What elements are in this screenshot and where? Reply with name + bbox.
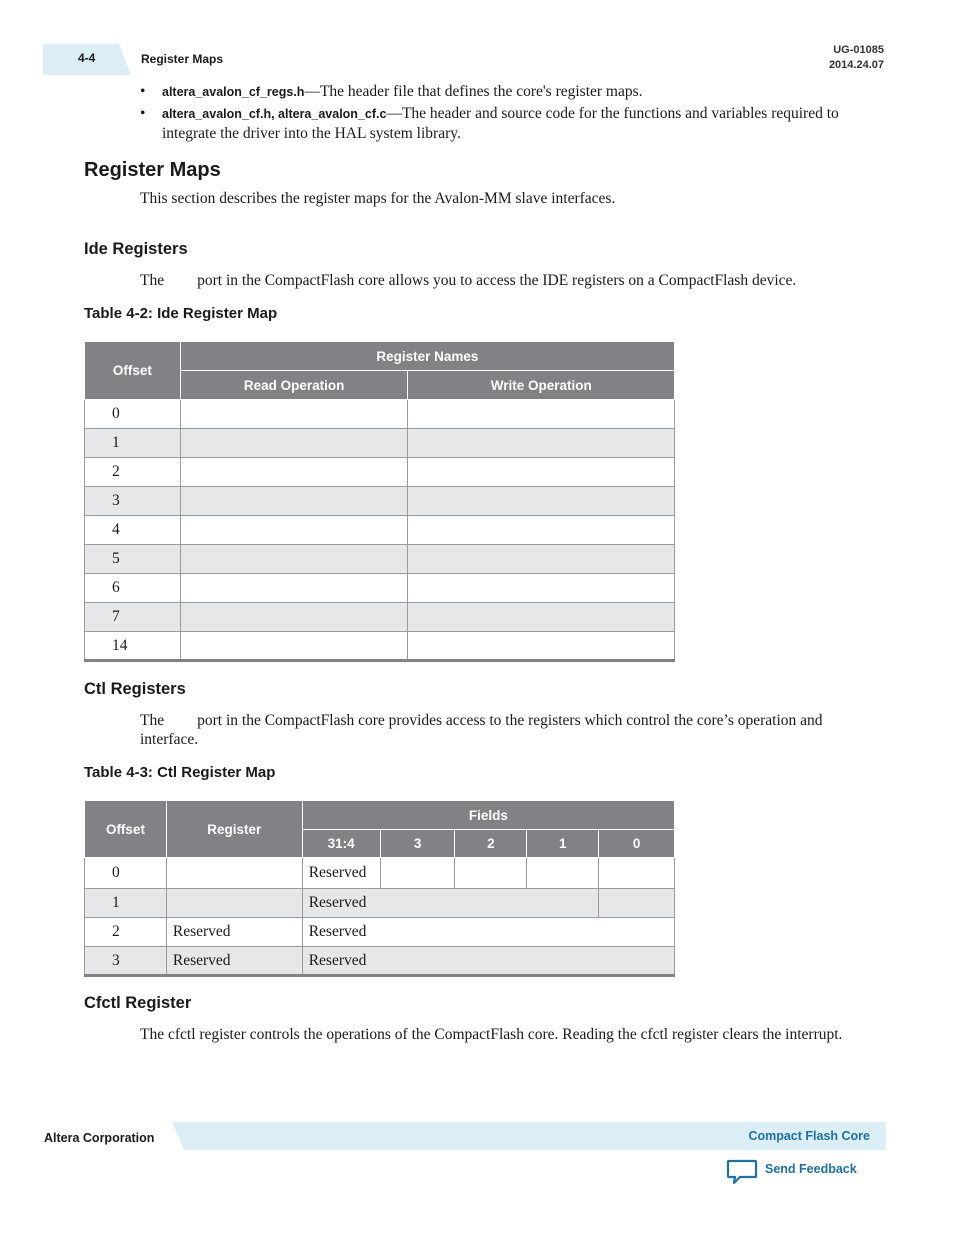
- col-offset: Offset: [85, 801, 167, 858]
- ide-text-before: The: [140, 272, 165, 289]
- write-cell: [408, 632, 675, 661]
- col-register-names: Register Names: [180, 342, 674, 371]
- ide-table-caption: Table 4-2: Ide Register Map: [84, 305, 278, 322]
- section-intro: This section describes the register maps for the Avalon-MM slave interfaces.: [140, 190, 616, 207]
- write-cell: [408, 545, 675, 574]
- page-number: 4-4: [78, 51, 96, 65]
- ide-text-after: port in the CompactFlash core allows you to access the IDE registers on a CompactFlash device.: [197, 272, 797, 289]
- col-field-2: 2: [455, 830, 527, 858]
- table-row: [85, 603, 675, 632]
- table-row: [85, 889, 675, 918]
- offset-cell: 1: [85, 889, 167, 918]
- register-cell: Reserved: [166, 947, 302, 976]
- table-row: [85, 574, 675, 603]
- file-list: [140, 82, 840, 145]
- col-fields: Fields: [302, 801, 674, 830]
- table-row: [85, 458, 675, 487]
- doc-id: UG-01085: [833, 44, 884, 56]
- ctl-text-after: port in the CompactFlash core provides access to the registers which control the core’s operation and interface.: [140, 712, 823, 748]
- field-cell: Reserved: [302, 947, 674, 976]
- field-cell: Reserved: [302, 858, 380, 889]
- ctl-table-caption: Table 4-3: Ctl Register Map: [84, 764, 276, 781]
- table-row: [85, 947, 675, 976]
- ctl-description: [140, 711, 870, 749]
- table-row: [85, 400, 675, 429]
- register-cell: Reserved: [166, 918, 302, 947]
- doc-date: 2014.24.07: [828, 59, 884, 71]
- table-row: [85, 632, 675, 661]
- read-cell: [180, 429, 408, 458]
- table-row: [85, 516, 675, 545]
- bullet-icon: •: [140, 105, 146, 122]
- field-cell: [527, 858, 599, 889]
- field-cell: Reserved: [302, 918, 674, 947]
- table-row: [85, 429, 675, 458]
- write-cell: [408, 400, 675, 429]
- col-read-operation: Read Operation: [180, 371, 408, 400]
- table-row: [85, 545, 675, 574]
- register-cell: [166, 889, 302, 918]
- ide-register-table: [84, 341, 675, 662]
- bullet-icon: •: [140, 83, 146, 100]
- table-row: [85, 918, 675, 947]
- offset-cell: 7: [85, 603, 181, 632]
- ide-description: [140, 271, 870, 290]
- read-cell: [180, 632, 408, 661]
- footer-doc-title-link[interactable]: Compact Flash Core: [748, 1129, 870, 1143]
- table-row: [85, 858, 675, 889]
- read-cell: [180, 458, 408, 487]
- col-field-3: 3: [380, 830, 455, 858]
- offset-cell: 0: [85, 400, 181, 429]
- send-feedback-link[interactable]: Send Feedback: [765, 1162, 857, 1176]
- offset-cell: 1: [85, 429, 181, 458]
- field-cell: [599, 858, 675, 889]
- ide-heading: Ide Registers: [84, 240, 188, 258]
- read-cell: [180, 603, 408, 632]
- col-write-operation: Write Operation: [408, 371, 675, 400]
- offset-cell: 2: [85, 458, 181, 487]
- write-cell: [408, 487, 675, 516]
- file-name: altera_avalon_cf.h, altera_avalon_cf.c: [162, 107, 387, 121]
- list-item: [140, 82, 840, 102]
- file-name: altera_avalon_cf_regs.h: [162, 85, 305, 99]
- field-cell: [599, 889, 675, 918]
- table-row: [85, 487, 675, 516]
- offset-cell: 6: [85, 574, 181, 603]
- read-cell: [180, 516, 408, 545]
- col-register: Register: [166, 801, 302, 858]
- feedback-icon[interactable]: [726, 1158, 758, 1186]
- col-field-31-4: 31:4: [302, 830, 380, 858]
- cfctl-description: The cfctl register controls the operations of the CompactFlash core. Reading the cfctl register clears the interrupt.: [140, 1026, 843, 1043]
- read-cell: [180, 400, 408, 429]
- col-field-0: 0: [599, 830, 675, 858]
- offset-cell: 14: [85, 632, 181, 661]
- offset-cell: 5: [85, 545, 181, 574]
- offset-cell: 0: [85, 858, 167, 889]
- file-description: —The header and source code for the functions and variables required to integrate the driver into the HAL system library.: [162, 105, 839, 142]
- write-cell: [408, 458, 675, 487]
- col-offset: Offset: [85, 342, 181, 400]
- footer-company: Altera Corporation: [44, 1131, 155, 1145]
- write-cell: [408, 516, 675, 545]
- field-cell: [455, 858, 527, 889]
- ctl-register-table: [84, 800, 675, 977]
- read-cell: [180, 574, 408, 603]
- header-section-title: Register Maps: [141, 52, 224, 66]
- col-field-1: 1: [527, 830, 599, 858]
- field-cell: Reserved: [302, 889, 598, 918]
- field-cell: [380, 858, 455, 889]
- write-cell: [408, 603, 675, 632]
- doc-id-block: [829, 43, 884, 73]
- file-description: —The header file that defines the core's register maps.: [304, 83, 643, 100]
- cfctl-heading: Cfctl Register: [84, 994, 192, 1012]
- ctl-heading: Ctl Registers: [84, 680, 186, 698]
- list-item: [140, 104, 840, 143]
- offset-cell: 4: [85, 516, 181, 545]
- section-heading: Register Maps: [84, 159, 221, 181]
- offset-cell: 3: [85, 487, 181, 516]
- write-cell: [408, 574, 675, 603]
- register-cell: [166, 858, 302, 889]
- offset-cell: 3: [85, 947, 167, 976]
- offset-cell: 2: [85, 918, 167, 947]
- read-cell: [180, 487, 408, 516]
- ctl-text-before: The: [140, 712, 165, 729]
- write-cell: [408, 429, 675, 458]
- read-cell: [180, 545, 408, 574]
